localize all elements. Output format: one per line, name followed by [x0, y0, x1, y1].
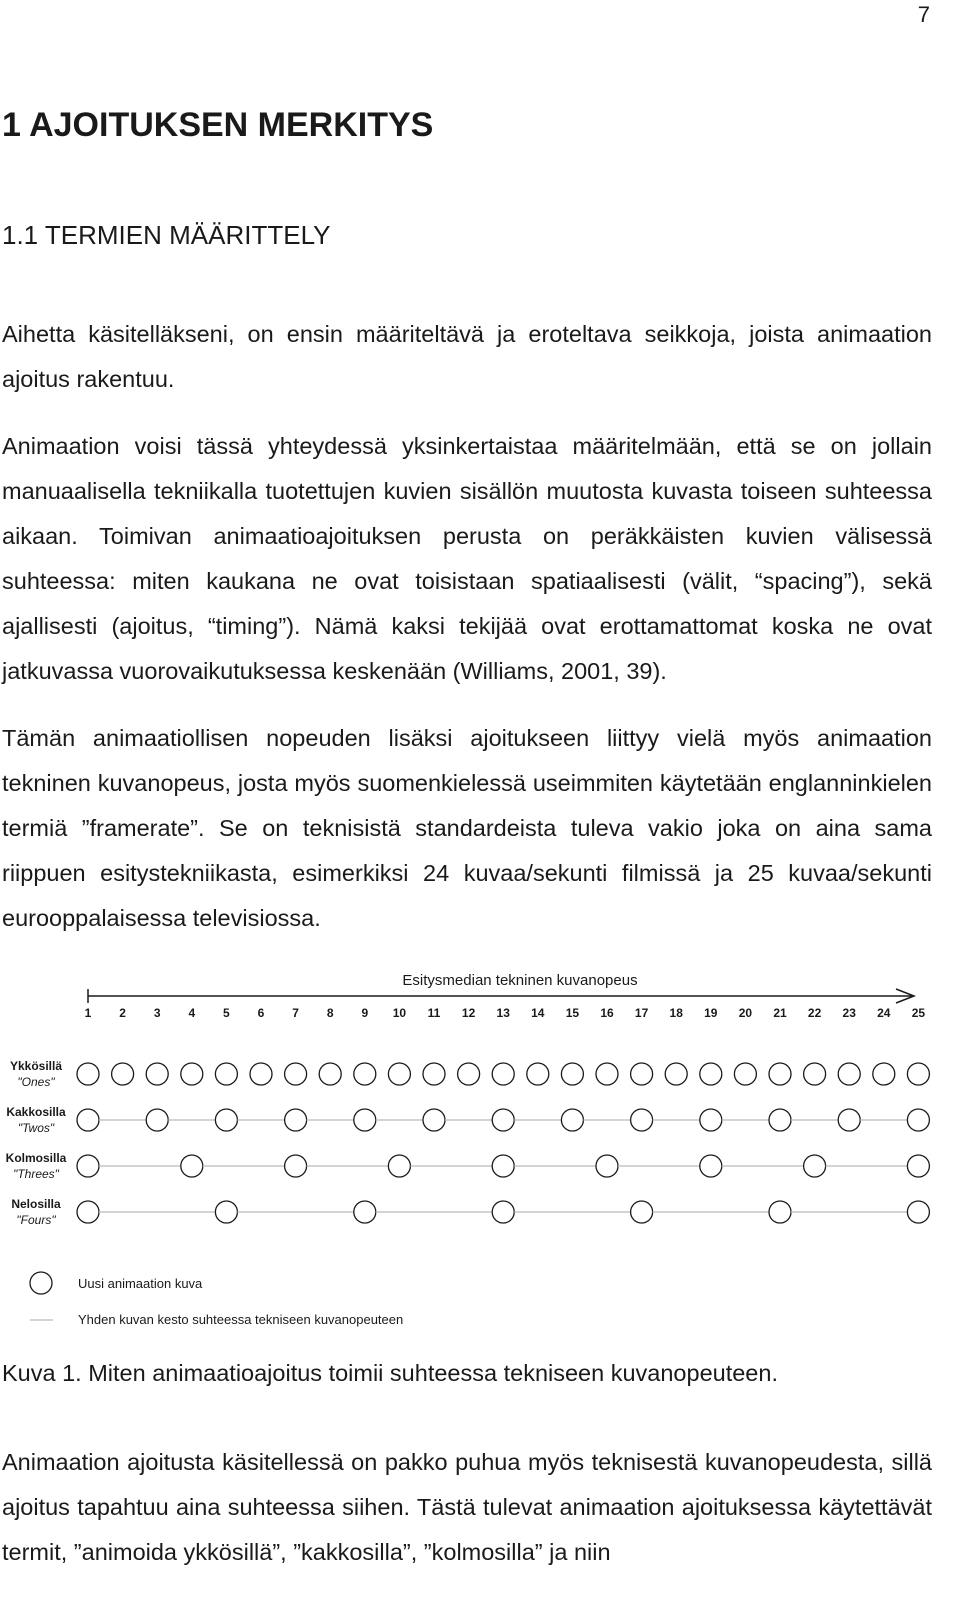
- new-frame-circle: [734, 1063, 756, 1085]
- new-frame-circle: [561, 1109, 583, 1131]
- frame-number: 21: [773, 1006, 787, 1020]
- frame-number: 5: [223, 1006, 230, 1020]
- frame-number: 12: [461, 1006, 476, 1020]
- paragraph-framerate: Tämän animaatiollisen nopeuden lisäksi ajoitukseen liittyy vielä myös animaation tekninen kuvanopeus, josta myös suomenkielessä useimmiten käytetään englanninkielen termiä ”framerate”. Se on teknisistä standardeista tuleva vakio joka on aina sama riippuen esitystekniikasta, esimerkiksi 24 kuvaa/sekunti filmissä ja 25 kuvaa/sekunti eurooppalaisessa televisiossa.: [2, 725, 932, 931]
- new-frame-circle: [354, 1063, 376, 1085]
- new-frame-circle: [388, 1063, 410, 1085]
- new-frame-circle: [77, 1201, 99, 1223]
- row-label: Kakkosilla: [6, 1105, 66, 1119]
- new-frame-circle: [907, 1201, 929, 1223]
- chapter-heading: 1 AJOITUKSEN MERKITYS: [2, 106, 434, 144]
- frame-number: 7: [292, 1006, 299, 1020]
- figure-title: Esitysmedian tekninen kuvanopeus: [402, 972, 638, 989]
- frame-number: 16: [600, 1006, 614, 1020]
- frame-number: 11: [427, 1006, 441, 1020]
- row-sublabel: "Threes": [13, 1167, 59, 1181]
- frame-number: 17: [634, 1006, 649, 1020]
- new-frame-circle: [388, 1155, 410, 1177]
- frame-number: 14: [531, 1006, 545, 1020]
- frame-number: 2: [119, 1006, 126, 1020]
- new-frame-circle: [458, 1063, 480, 1085]
- figure-caption: Kuva 1. Miten animaatioajoitus toimii suhteessa tekniseen kuvanopeuteen.: [2, 1360, 778, 1386]
- frame-number: 10: [392, 1006, 407, 1020]
- new-frame-circle: [112, 1063, 134, 1085]
- new-frame-circle: [665, 1063, 687, 1085]
- new-frame-circle: [319, 1063, 341, 1085]
- frame-number: 8: [326, 1006, 334, 1020]
- new-frame-circle: [804, 1063, 826, 1085]
- new-frame-circle: [907, 1109, 929, 1131]
- row-label: Kolmosilla: [5, 1151, 67, 1165]
- new-frame-circle: [492, 1155, 514, 1177]
- row-sublabel: "Twos": [17, 1121, 55, 1135]
- frame-number: 3: [153, 1006, 161, 1020]
- new-frame-circle: [285, 1063, 307, 1085]
- frame-number: 22: [807, 1006, 822, 1020]
- row-sublabel: "Fours": [16, 1213, 56, 1227]
- row-label: Nelosilla: [11, 1197, 61, 1211]
- new-frame-circle: [907, 1155, 929, 1177]
- paragraph-intro: Aihetta käsitelläkseni, on ensin määriteltävä ja eroteltava seikkoja, joista animaation ajoitus rakentuu.: [2, 321, 932, 392]
- new-frame-circle: [250, 1063, 272, 1085]
- new-frame-circle: [77, 1109, 99, 1131]
- paragraph-technical-framerate: Animaation ajoitusta käsitellessä on pakko puhua myös teknisestä kuvanopeudesta, sillä ajoitus tapahtuu aina suhteessa siihen. Tästä tulevat animaation ajoituksessa käytettävät termit, ”animoida ykkösillä”, ”kakkosilla”, ”kolmosilla” ja niin: [2, 1449, 932, 1565]
- new-frame-circle: [631, 1063, 653, 1085]
- frame-number: 15: [565, 1006, 580, 1020]
- frame-number: 6: [257, 1006, 265, 1020]
- new-frame-circle: [423, 1109, 445, 1131]
- row-label: Ykkösillä: [9, 1059, 63, 1073]
- paragraph-animation-definition: Animaation voisi tässä yhteydessä yksinkertaistaa määritelmään, että se on jollain manuaalisella tekniikalla tuotettujen kuvien sisällön muutosta kuvasta toiseen suhteessa aikaan. Toimivan animaatioajoituksen perusta on peräkkäisten kuvien välisessä suhteessa: miten kaukana ne ovat toisistaan spatiaalisesti (välit, “spacing”), sekä ajallisesti (ajoitus, “timing”). Nämä kaksi tekijää ovat erottamattomat koska ne ovat jatkuvassa vuorovaikutuksessa keskenään (Williams, 2001, 39).: [2, 433, 932, 684]
- new-frame-circle: [77, 1063, 99, 1085]
- new-frame-circle: [907, 1063, 929, 1085]
- new-frame-circle: [354, 1109, 376, 1131]
- new-frame-circle: [527, 1063, 549, 1085]
- legend-line-label: Yhden kuvan kesto suhteessa tekniseen kuvanopeuteen: [78, 1312, 404, 1327]
- new-frame-circle: [631, 1201, 653, 1223]
- frame-number: 4: [188, 1006, 196, 1020]
- frame-number: 9: [361, 1006, 369, 1020]
- new-frame-circle: [838, 1063, 860, 1085]
- timing-figure: [0, 960, 960, 1340]
- new-frame-circle: [285, 1155, 307, 1177]
- row-sublabel: "Ones": [17, 1075, 55, 1089]
- row-labels: [6, 1059, 67, 1227]
- new-frame-circle: [492, 1201, 514, 1223]
- new-frame-circle: [596, 1063, 618, 1085]
- row-marks: [77, 1063, 929, 1223]
- new-frame-circle: [492, 1109, 514, 1131]
- frame-number: 23: [842, 1006, 856, 1020]
- section-heading: 1.1 TERMIEN MÄÄRITTELY: [2, 220, 331, 250]
- frame-number-labels: [85, 1006, 926, 1020]
- new-frame-circle: [838, 1109, 860, 1131]
- frame-number: 13: [496, 1006, 510, 1020]
- new-frame-circle: [700, 1063, 722, 1085]
- new-frame-circle: [631, 1109, 653, 1131]
- new-frame-circle: [181, 1063, 203, 1085]
- new-frame-circle: [561, 1063, 583, 1085]
- new-frame-circle: [215, 1063, 237, 1085]
- new-frame-circle: [77, 1155, 99, 1177]
- legend-circle-label: Uusi animaation kuva: [78, 1276, 203, 1291]
- new-frame-circle: [181, 1155, 203, 1177]
- new-frame-circle: [146, 1063, 168, 1085]
- new-frame-circle: [769, 1109, 791, 1131]
- new-frame-circle: [804, 1155, 826, 1177]
- new-frame-circle: [596, 1155, 618, 1177]
- new-frame-circle: [700, 1155, 722, 1177]
- legend-circle: [30, 1272, 52, 1294]
- new-frame-circle: [769, 1201, 791, 1223]
- frame-number: 19: [704, 1006, 718, 1020]
- new-frame-circle: [215, 1201, 237, 1223]
- new-frame-circle: [492, 1063, 514, 1085]
- frame-number: 20: [738, 1006, 753, 1020]
- new-frame-circle: [285, 1109, 307, 1131]
- new-frame-circle: [146, 1109, 168, 1131]
- new-frame-circle: [215, 1109, 237, 1131]
- new-frame-circle: [423, 1063, 445, 1085]
- frame-number: 25: [911, 1006, 926, 1020]
- new-frame-circle: [769, 1063, 791, 1085]
- new-frame-circle: [354, 1201, 376, 1223]
- new-frame-circle: [873, 1063, 895, 1085]
- frame-number: 24: [877, 1006, 891, 1020]
- frame-number: 1: [84, 1006, 92, 1020]
- frame-number: 18: [669, 1006, 683, 1020]
- new-frame-circle: [700, 1109, 722, 1131]
- page-number: 7: [917, 2, 930, 27]
